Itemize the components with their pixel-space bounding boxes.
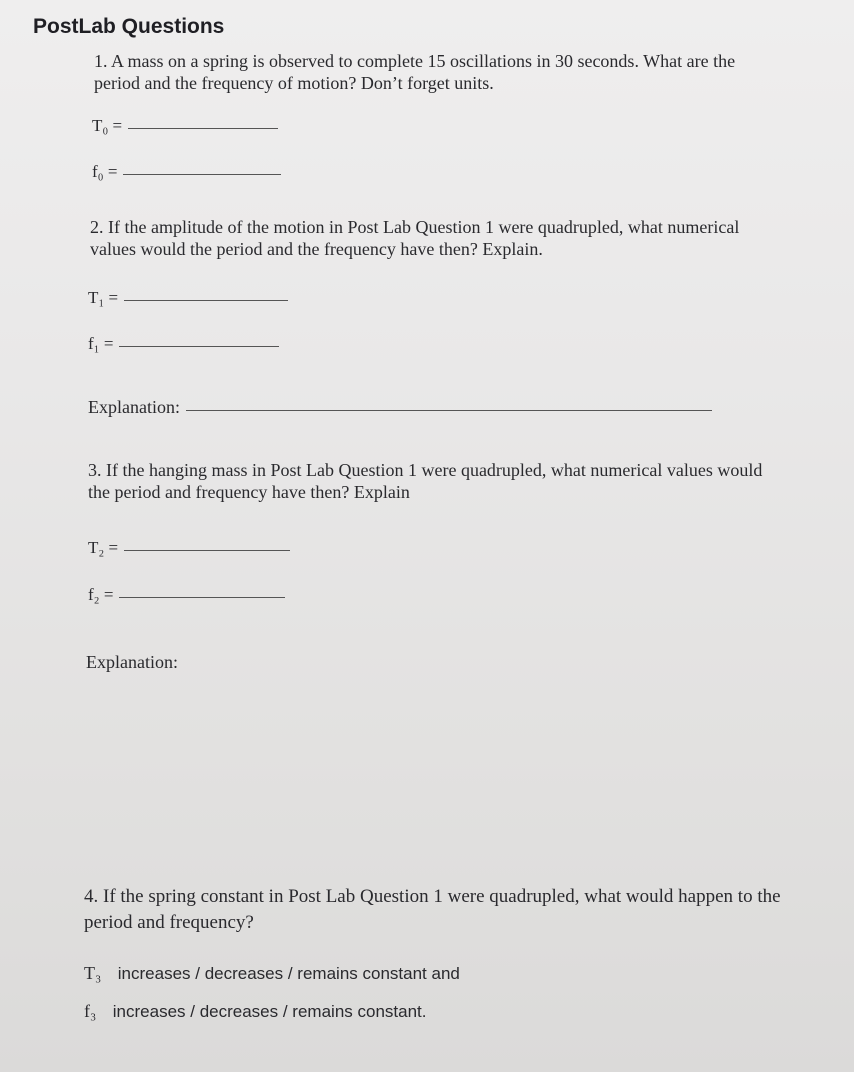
q3-period-label: T₂ = bbox=[88, 538, 119, 557]
q1-frequency-answer bbox=[92, 162, 281, 182]
q4-frequency-choice-line bbox=[84, 1001, 426, 1022]
q1-frequency-blank[interactable] bbox=[123, 173, 281, 175]
q3-frequency-answer bbox=[88, 585, 285, 605]
q2-period-label: T₁ = bbox=[88, 288, 119, 307]
q2-explanation-label: Explanation: bbox=[88, 397, 180, 417]
q1-period-blank[interactable] bbox=[128, 127, 278, 129]
q4-frequency-symbol: f₃ bbox=[84, 1001, 97, 1021]
q4-period-options[interactable]: increases / decreases / remains constant and bbox=[117, 964, 460, 983]
q2-frequency-label: f₁ = bbox=[88, 334, 114, 353]
question-1-text: 1. A mass on a spring is observed to complete 15 oscillations in 30 seconds. What are the period and the frequency of motion? Don’t forget units. bbox=[94, 51, 736, 93]
q3-explanation bbox=[86, 652, 178, 673]
q3-frequency-label: f₂ = bbox=[88, 585, 114, 604]
q2-frequency-answer bbox=[88, 334, 279, 354]
q4-period-choice-line bbox=[84, 963, 460, 984]
q2-period-answer bbox=[88, 288, 288, 308]
q2-explanation-blank[interactable] bbox=[186, 410, 712, 411]
question-2-text: 2. If the amplitude of the motion in Post Lab Question 1 were quadrupled, what numerical values would the period and the frequency have then? Explain. bbox=[90, 217, 740, 259]
q3-period-blank[interactable] bbox=[124, 549, 290, 551]
q2-frequency-blank[interactable] bbox=[119, 345, 279, 347]
q1-frequency-label: f₀ = bbox=[92, 162, 118, 181]
q1-period-answer bbox=[92, 116, 278, 136]
q2-explanation bbox=[88, 397, 712, 418]
q3-explanation-label: Explanation: bbox=[86, 652, 178, 672]
q4-frequency-options[interactable]: increases / decreases / remains constant. bbox=[112, 1002, 427, 1021]
q3-frequency-blank[interactable] bbox=[119, 596, 285, 598]
q2-period-blank[interactable] bbox=[124, 299, 288, 301]
q3-period-answer bbox=[88, 538, 290, 558]
question-3-text: 3. If the hanging mass in Post Lab Question 1 were quadrupled, what numerical values would the period and frequency have then? Explain bbox=[88, 460, 763, 502]
q1-period-label: T₀ = bbox=[92, 116, 123, 135]
page-title: PostLab Questions bbox=[33, 15, 225, 38]
q4-period-symbol: T₃ bbox=[84, 963, 102, 983]
question-4-text: 4. If the spring constant in Post Lab Question 1 were quadrupled, what would happen to the period and frequency? bbox=[84, 886, 781, 933]
